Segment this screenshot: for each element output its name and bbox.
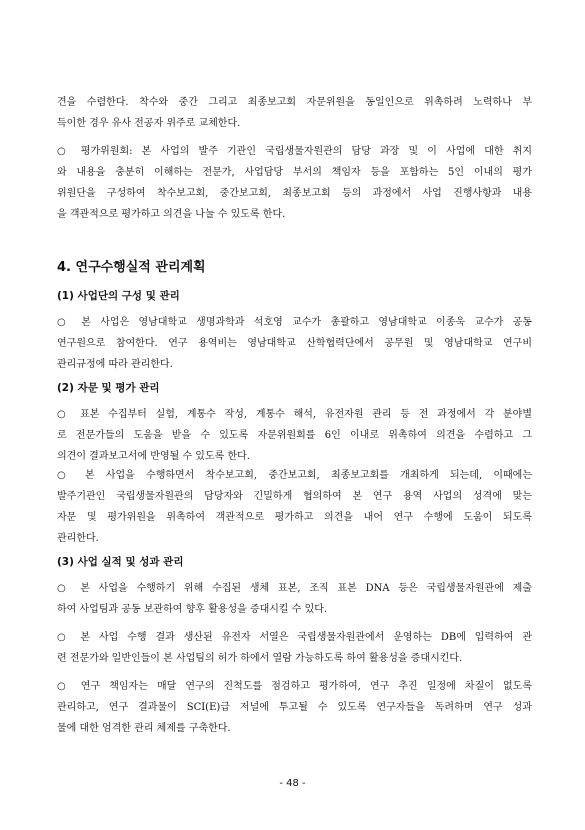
text-line: ○ 연구 책임자는 매달 연구의 진척도를 점검하고 평가하여, 연구 추진 일정에 차질이 없도록 [57,681,532,692]
paragraph-sequence-database [57,627,532,669]
text-line: 로 전문가들의 도움을 받을 수 있도록 자문위원회를 6인 이내로 위촉하여 의견을 수렴하고 그 [57,430,532,441]
paragraph-progress-management [57,676,532,739]
text-line: 하여 사업팀과 공동 보관하여 향후 활용성을 증대시킬 수 있다. [57,604,328,615]
subsection-heading-organization: (1) 사업단의 구성 및 관리 [57,290,180,302]
paragraph-specimen-storage [57,578,532,620]
paragraph-organization [57,312,532,375]
text-line: 관리한다. [57,533,99,544]
text-line: ○ 평가위원회: 본 사업의 발주 기관인 국립생물자원관의 담당 과장 및 이 사업에 대한 취지 [57,146,532,157]
text-line: 관리하고, 연구 결과물이 SCI(E)급 저널에 투고될 수 있도록 연구자들을 독려하며 연구 성과 [57,702,532,713]
text-line: ○ 본 사업 수행 결과 생산된 유전자 서열은 국립생물자원관에서 운영하는 DB에 입력하여 관 [57,632,532,643]
text-line: 위원단을 구성하여 착수보고회, 중간보고회, 최종보고회 등의 과정에서 사업 진행사항과 내용 [57,188,532,199]
text-line: 득이한 경우 유사 전공자 위주로 교체한다. [57,118,241,129]
page-number: - 48 - [279,778,306,789]
paragraph-evaluation-committee [57,141,532,225]
paragraph-reporting-meetings [57,465,532,549]
paragraph-advisory-continuation [57,92,532,134]
text-line: 관리규정에 따라 관리한다. [57,359,173,370]
text-line: 물에 대한 엄격한 관리 체제를 구축한다. [57,723,231,734]
subsection-heading-advisory: (2) 자문 및 평가 관리 [57,382,160,394]
subsection-heading-performance: (3) 사업 실적 및 성과 관리 [57,556,184,568]
text-line: 을 객관적으로 평가하고 의견을 나눌 수 있도록 한다. [57,209,286,220]
text-line: ○ 본 사업을 수행하기 위해 수집된 생체 표본, 조직 표본 DNA 등은 국립생물자원관에 제출 [57,583,532,594]
text-line: 발주기관인 국립생물자원관의 담당자와 긴밀하게 협의하여 본 연구 용역 사업의 성격에 맞는 [57,491,532,502]
paragraph-advisory [57,404,532,467]
text-line: ○ 본 사업을 수행하면서 착수보고회, 중간보고회, 최종보고회를 개최하게 되는데, 이때에는 [57,470,532,481]
text-line: ○ 표본 수집부터 실험, 계통수 작성, 계통수 해석, 유전자원 관리 등 전 과정에서 각 분야별 [57,409,532,420]
text-line: 자문 및 평가위원을 위촉하여 객관적으로 평가하고 의견을 내어 연구 수행에 도움이 되도록 [57,512,532,523]
text-line: 견을 수렴한다. 착수와 중간 그리고 최종보고회 자문위원을 동일인으로 위촉하려 노력하나 부 [57,97,532,108]
section-heading: 4. 연구수행실적 관리계획 [57,260,206,275]
text-line: ○ 본 사업은 영남대학교 생명과학과 석호영 교수가 총괄하고 영남대학교 이종욱 교수가 공동 [57,317,532,328]
text-line: 와 내용을 충분히 이해하는 전문가, 사업담당 부서의 책임자 등을 포함하는 5인 이내의 평가 [57,167,532,178]
text-line: 련 전문가와 일반인들이 본 사업팀의 허가 하에서 열람 가능하도록 하여 활용성을 증대시킨다. [57,653,463,664]
text-line: 연구원으로 참여한다. 연구 용역비는 영남대학교 산학협력단에서 공무원 및 영남대학교 연구비 [57,338,532,349]
text-line: 의견이 결과보고서에 반영될 수 있도록 한다. [57,451,250,462]
